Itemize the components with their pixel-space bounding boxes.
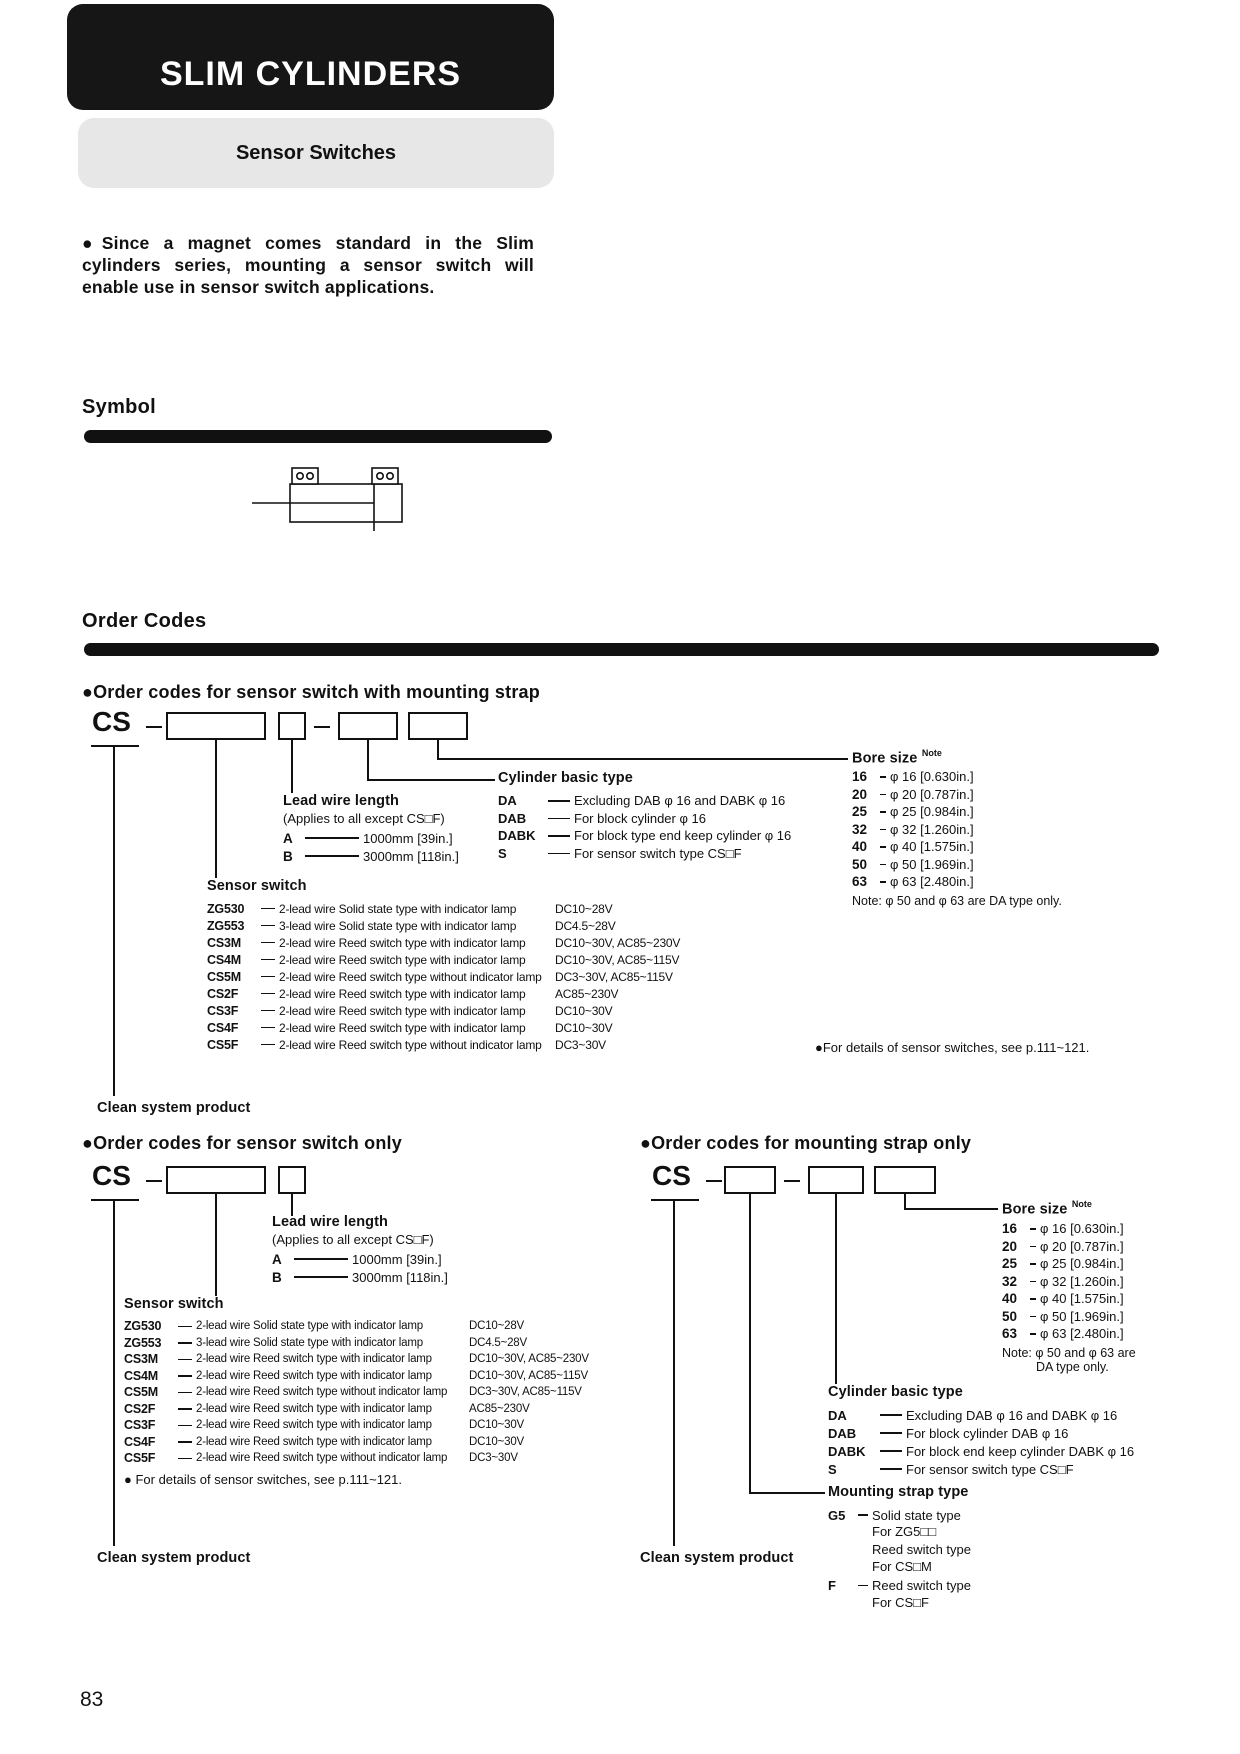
dash-line — [294, 1258, 348, 1260]
code: CS5F — [124, 1451, 156, 1466]
desc: 2-lead wire Reed switch type with indicator lamp — [279, 952, 526, 967]
desc: 3000mm [118in.] — [352, 1269, 448, 1285]
code: 25 — [852, 804, 868, 820]
code: G5 — [828, 1507, 846, 1523]
code: A — [272, 1251, 282, 1267]
dash-line — [178, 1408, 192, 1410]
bore-size-label: Bore size — [1002, 1201, 1068, 1218]
page-number: 83 — [80, 1688, 104, 1711]
connector-line — [113, 746, 115, 1096]
dash-line — [1030, 1228, 1036, 1230]
cylinder-type-row — [828, 1406, 1134, 1424]
dash-line — [880, 1450, 902, 1452]
code: 40 — [852, 839, 868, 855]
dash-line — [548, 853, 570, 855]
desc: For sensor switch type CS□F — [574, 845, 742, 861]
cylinder-type-row — [828, 1424, 1134, 1442]
code: 63 — [852, 874, 868, 890]
code: CS3F — [124, 1418, 156, 1433]
lead-wire-note: (Applies to all except CS□F) — [272, 1232, 434, 1247]
bore-size-row — [1002, 1308, 1136, 1326]
sensor-switch-heading: Sensor switch — [124, 1296, 224, 1312]
bore-size-row — [1002, 1238, 1136, 1256]
mounting-strap-row — [828, 1506, 971, 1524]
connector-line — [437, 740, 439, 759]
cylinder-type-row — [828, 1460, 1134, 1478]
desc: φ 40 [1.575in.] — [890, 839, 974, 855]
voltage: DC10~30V — [555, 1020, 613, 1035]
dash-line — [261, 908, 275, 910]
mounting-strap-subline: For CS□F — [872, 1594, 929, 1610]
voltage: DC10~30V, AC85~230V — [555, 935, 681, 950]
details-note: ●For details of sensor switches, see p.111~121. — [815, 1040, 1090, 1055]
desc: φ 25 [0.984in.] — [890, 804, 974, 820]
connector-line — [291, 740, 293, 793]
lead-wire-block — [283, 793, 459, 865]
voltage: DC10~30V, AC85~230V — [469, 1353, 589, 1366]
lead-wire-heading: Lead wire length — [272, 1214, 389, 1230]
desc: φ 63 [2.480in.] — [890, 874, 974, 890]
desc: Reed switch type — [872, 1578, 971, 1593]
code: CS3F — [207, 1003, 239, 1018]
connector-line — [215, 1194, 217, 1296]
mounting-strap-subline: Reed switch type — [872, 1541, 971, 1557]
dash-line — [858, 1585, 868, 1587]
bore-size-heading — [1002, 1199, 1136, 1220]
order-code-box-sensor-switch — [166, 1166, 266, 1194]
sensor-switch-row — [124, 1335, 589, 1352]
sensor-switch-row — [207, 1002, 680, 1019]
code: DABK — [498, 828, 536, 844]
cylinder-symbol-diagram — [250, 460, 420, 534]
bore-size-row — [852, 838, 1062, 856]
order-code-box-cylinder-type — [808, 1166, 864, 1194]
sensor-switch-row — [207, 934, 680, 951]
mounting-strap-subline: For CS□M — [872, 1559, 932, 1574]
order-code-box-lead-wire — [278, 712, 306, 740]
code: DAB — [498, 810, 527, 826]
sensor-switch-row — [207, 1036, 680, 1053]
voltage: DC3~30V — [469, 1452, 518, 1465]
voltage: DC3~30V, AC85~115V — [469, 1386, 582, 1399]
sensor-switch-row — [207, 917, 680, 934]
dash-line — [858, 1514, 868, 1516]
dash-line — [178, 1326, 192, 1328]
dash-line — [880, 794, 886, 796]
dash-line — [261, 925, 275, 927]
clean-system-label: Clean system product — [640, 1550, 794, 1566]
voltage: DC3~30V — [555, 1037, 606, 1052]
connector-line — [749, 1194, 751, 1493]
sensor-switch-row — [124, 1368, 589, 1385]
code: F — [828, 1578, 836, 1593]
desc: Excluding DAB φ 16 and DABK φ 16 — [574, 793, 786, 809]
sensor-switch-row — [207, 1019, 680, 1036]
order-code-prefix: CS — [92, 1160, 131, 1191]
connector-line — [651, 1199, 699, 1201]
bore-size-note: Note: φ 50 and φ 63 are — [1002, 1345, 1136, 1360]
dash-line — [1030, 1246, 1036, 1248]
desc: For block type end keep cylinder φ 16 — [574, 828, 792, 844]
connector-line — [113, 1200, 115, 1546]
voltage: DC10~28V — [555, 901, 613, 916]
sensor-switch-row — [124, 1417, 589, 1434]
voltage: DC3~30V, AC85~115V — [555, 969, 673, 984]
connector-line — [749, 1492, 825, 1494]
bore-size-row — [1002, 1220, 1136, 1238]
sensor-switch-row — [124, 1401, 589, 1418]
code: DA — [498, 793, 517, 809]
code: ZG553 — [207, 918, 245, 933]
dash-separator — [146, 1180, 162, 1182]
section-divider-bar — [84, 643, 1159, 656]
dash-line — [1030, 1298, 1036, 1300]
bore-size-row — [852, 873, 1062, 891]
voltage: DC4.5~28V — [469, 1336, 527, 1349]
code: 32 — [1002, 1273, 1018, 1289]
desc: 3000mm [118in.] — [363, 848, 459, 864]
section2-heading: ●Order codes for sensor switch only — [82, 1133, 402, 1153]
code: DABK — [828, 1443, 866, 1459]
bore-size-row — [1002, 1290, 1136, 1308]
sensor-switch-block — [207, 878, 680, 1053]
sensor-switch-row — [207, 900, 680, 917]
bore-size-row — [852, 821, 1062, 839]
clean-system-label: Clean system product — [97, 1550, 251, 1566]
desc: φ 32 [1.260in.] — [1040, 1273, 1124, 1289]
connector-line — [215, 740, 217, 878]
connector-line — [367, 740, 369, 780]
cylinder-type-row — [498, 792, 791, 810]
desc: Solid state type — [872, 1507, 961, 1523]
code: A — [283, 830, 293, 846]
dash-line — [548, 835, 570, 837]
code: ZG553 — [124, 1335, 162, 1350]
voltage: AC85~230V — [555, 986, 619, 1001]
desc: For block cylinder φ 16 — [574, 810, 706, 826]
dash-separator — [706, 1180, 722, 1182]
desc: 2-lead wire Reed switch type without indicator lamp — [196, 1452, 448, 1465]
dash-line — [880, 1432, 902, 1434]
bore-size-block — [1002, 1199, 1136, 1374]
desc: 3-lead wire Solid state type with indicator lamp — [279, 918, 517, 933]
voltage: DC10~28V — [469, 1320, 524, 1333]
bore-size-row — [852, 803, 1062, 821]
desc: 2-lead wire Reed switch type with indicator lamp — [196, 1419, 432, 1432]
desc: For block end keep cylinder DABK φ 16 — [906, 1443, 1135, 1459]
mounting-strap-row — [828, 1577, 971, 1595]
sensor-switch-row — [124, 1450, 589, 1467]
code: CS5F — [207, 1037, 239, 1052]
bore-size-row — [1002, 1255, 1136, 1273]
desc: φ 50 [1.969in.] — [1040, 1308, 1124, 1324]
connector-line — [291, 1194, 293, 1216]
bore-size-label: Bore size — [852, 750, 918, 767]
dash-line — [178, 1375, 192, 1377]
code: 20 — [852, 786, 868, 802]
desc: φ 16 [0.630in.] — [1040, 1221, 1124, 1237]
dash-line — [178, 1392, 192, 1394]
bore-size-row — [852, 786, 1062, 804]
sensor-switch-row — [207, 951, 680, 968]
code: B — [272, 1269, 282, 1285]
dash-line — [880, 1414, 902, 1416]
code: ZG530 — [207, 901, 245, 916]
code: 16 — [1002, 1221, 1018, 1237]
order-codes-heading: Order Codes — [82, 610, 207, 632]
bore-size-row — [852, 768, 1062, 786]
bore-size-block — [852, 748, 1062, 908]
dash-line — [305, 837, 359, 839]
dash-line — [1030, 1316, 1036, 1318]
page-subtitle: Sensor Switches — [235, 141, 397, 164]
dash-line — [178, 1342, 192, 1344]
code: S — [498, 845, 507, 861]
dash-line — [880, 1468, 902, 1470]
order-code-box-bore-size — [408, 712, 468, 740]
dash-line — [261, 1027, 275, 1029]
order-code-box-strap-type — [724, 1166, 776, 1194]
mounting-strap-heading: Mounting strap type — [828, 1484, 969, 1500]
dash-line — [880, 811, 886, 813]
dash-separator — [314, 726, 330, 728]
sensor-switch-row — [124, 1434, 589, 1451]
dash-line — [880, 864, 886, 866]
connector-line — [91, 1199, 139, 1201]
desc: 2-lead wire Reed switch type with indicator lamp — [196, 1435, 432, 1448]
dash-line — [261, 959, 275, 961]
code: DA — [828, 1407, 847, 1423]
section3-heading: ●Order codes for mounting strap only — [640, 1133, 972, 1153]
dash-line — [261, 993, 275, 995]
desc: φ 50 [1.969in.] — [890, 856, 974, 872]
cylinder-type-block — [828, 1384, 1134, 1478]
desc: 2-lead wire Solid state type with indicator lamp — [279, 901, 517, 916]
voltage: DC10~30V — [469, 1435, 524, 1448]
code: CS2F — [207, 986, 239, 1001]
page-header-banner — [67, 4, 554, 110]
connector-line — [904, 1208, 998, 1210]
bore-size-row — [852, 856, 1062, 874]
desc: φ 20 [0.787in.] — [890, 786, 974, 802]
desc: φ 63 [2.480in.] — [1040, 1326, 1124, 1342]
order-code-box-cylinder-type — [338, 712, 398, 740]
desc: φ 32 [1.260in.] — [890, 821, 974, 837]
code: 50 — [852, 856, 868, 872]
code: CS3M — [124, 1352, 158, 1367]
desc: For block cylinder DAB φ 16 — [906, 1425, 1069, 1441]
sensor-switch-row — [207, 985, 680, 1002]
desc: φ 16 [0.630in.] — [890, 769, 974, 785]
code: 16 — [852, 769, 868, 785]
code: B — [283, 848, 293, 864]
cylinder-type-row — [828, 1442, 1134, 1460]
sensor-switch-block — [124, 1296, 589, 1487]
dash-line — [880, 776, 886, 778]
bore-size-note: Note: φ 50 and φ 63 are DA type only. — [852, 893, 1062, 908]
code: 20 — [1002, 1238, 1018, 1254]
dash-separator — [146, 726, 162, 728]
desc: 1000mm [39in.] — [363, 830, 453, 846]
lead-wire-row — [272, 1250, 448, 1268]
desc: 2-lead wire Reed switch type with indicator lamp — [196, 1402, 432, 1415]
cylinder-type-row — [498, 845, 791, 863]
bore-size-row — [1002, 1273, 1136, 1291]
desc: 2-lead wire Reed switch type without indicator lamp — [279, 1037, 542, 1052]
order-code-box-sensor-switch — [166, 712, 266, 740]
bore-size-note: DA type only. — [1036, 1359, 1109, 1374]
lead-wire-note: (Applies to all except CS□F) — [283, 811, 445, 826]
code: CS4F — [124, 1434, 156, 1449]
connector-line — [91, 745, 139, 747]
dash-line — [178, 1359, 192, 1361]
desc: 2-lead wire Reed switch type with indicator lamp — [196, 1353, 432, 1366]
dash-line — [178, 1441, 192, 1443]
dash-line — [261, 1010, 275, 1012]
lead-wire-heading: Lead wire length — [283, 793, 400, 809]
section-divider-bar — [84, 430, 552, 443]
code: CS5M — [207, 969, 241, 984]
intro-text: ●Since a magnet comes standard in the Slim cylinders series, mounting a sensor switch will enable use in sensor switch applications. — [82, 233, 534, 297]
sensor-switch-row — [124, 1351, 589, 1368]
sensor-switch-heading: Sensor switch — [207, 878, 307, 894]
page-title: SLIM CYLINDERS — [159, 55, 462, 93]
mounting-strap-block — [828, 1484, 971, 1612]
connector-line — [673, 1200, 675, 1546]
dash-line — [305, 855, 359, 857]
section1-heading: ●Order codes for sensor switch with mounting strap — [82, 682, 540, 702]
dash-line — [294, 1276, 348, 1278]
code: CS2F — [124, 1401, 156, 1416]
connector-line — [437, 758, 848, 760]
dash-line — [548, 818, 570, 820]
voltage: DC10~30V — [555, 1003, 613, 1018]
cylinder-type-row — [498, 827, 791, 845]
dash-line — [1030, 1333, 1036, 1335]
clean-system-label: Clean system product — [97, 1100, 251, 1116]
dash-line — [178, 1425, 192, 1427]
desc: 2-lead wire Reed switch type with indicator lamp — [279, 986, 526, 1001]
note-superscript: Note — [1071, 1199, 1092, 1209]
voltage: DC10~30V, AC85~115V — [469, 1369, 588, 1382]
code: 32 — [852, 821, 868, 837]
code: 40 — [1002, 1291, 1018, 1307]
dash-line — [880, 846, 886, 848]
connector-line — [904, 1194, 906, 1209]
voltage: DC10~30V, AC85~115V — [555, 952, 680, 967]
lead-wire-row — [283, 829, 459, 847]
desc: 2-lead wire Reed switch type without indicator lamp — [196, 1386, 448, 1399]
cylinder-type-heading: Cylinder basic type — [498, 770, 633, 786]
code: CS4M — [124, 1368, 158, 1383]
dash-line — [178, 1458, 192, 1460]
cylinder-type-row — [498, 810, 791, 828]
dash-line — [1030, 1281, 1036, 1283]
desc: 2-lead wire Reed switch type with indicator lamp — [279, 1003, 526, 1018]
code: DAB — [828, 1425, 857, 1441]
desc: Excluding DAB φ 16 and DABK φ 16 — [906, 1407, 1118, 1423]
lead-wire-row — [283, 847, 459, 865]
desc: 2-lead wire Reed switch type with indicator lamp — [196, 1369, 432, 1382]
cylinder-type-heading: Cylinder basic type — [828, 1384, 963, 1400]
lead-wire-row — [272, 1268, 448, 1286]
desc: 2-lead wire Solid state type with indicator lamp — [196, 1320, 423, 1333]
dash-line — [261, 942, 275, 944]
dash-line — [261, 976, 275, 978]
bore-size-heading — [852, 748, 1062, 768]
order-code-box-bore-size — [874, 1166, 936, 1194]
dash-line — [880, 881, 886, 883]
order-code-prefix: CS — [92, 706, 131, 737]
desc: φ 20 [0.787in.] — [1040, 1238, 1124, 1254]
connector-line — [367, 779, 495, 781]
sensor-switch-row — [207, 968, 680, 985]
code: CS5M — [124, 1385, 158, 1400]
dash-line — [1030, 1263, 1036, 1265]
dash-separator — [784, 1180, 800, 1182]
page-subtitle-banner — [78, 118, 554, 188]
desc: φ 25 [0.984in.] — [1040, 1256, 1124, 1272]
symbol-heading: Symbol — [82, 396, 157, 418]
desc: 1000mm [39in.] — [352, 1251, 442, 1267]
note-superscript: Note — [921, 748, 942, 758]
desc: 2-lead wire Reed switch type without indicator lamp — [279, 969, 542, 984]
details-note: ● For details of sensor switches, see p.111~121. — [124, 1471, 402, 1487]
mounting-strap-subline: For ZG5□□ — [872, 1524, 937, 1539]
desc: φ 40 [1.575in.] — [1040, 1291, 1124, 1307]
sensor-switch-row — [124, 1318, 589, 1335]
voltage: DC10~30V — [469, 1419, 524, 1432]
code: 50 — [1002, 1308, 1018, 1324]
voltage: DC4.5~28V — [555, 918, 616, 933]
desc: 2-lead wire Reed switch type with indicator lamp — [279, 1020, 526, 1035]
lead-wire-block — [272, 1214, 448, 1286]
code: CS3M — [207, 935, 241, 950]
code: S — [828, 1461, 837, 1477]
bore-size-row — [1002, 1325, 1136, 1343]
code: CS4M — [207, 952, 241, 967]
voltage: AC85~230V — [469, 1402, 530, 1415]
desc: 3-lead wire Solid state type with indicator lamp — [196, 1336, 423, 1349]
order-code-prefix: CS — [652, 1160, 691, 1191]
dash-line — [880, 829, 886, 831]
desc: 2-lead wire Reed switch type with indicator lamp — [279, 935, 526, 950]
sensor-switch-row — [124, 1384, 589, 1401]
desc: For sensor switch type CS□F — [906, 1461, 1074, 1477]
code: CS4F — [207, 1020, 239, 1035]
code: ZG530 — [124, 1319, 162, 1334]
cylinder-type-block — [498, 770, 791, 862]
code: 63 — [1002, 1326, 1018, 1342]
dash-line — [548, 800, 570, 802]
order-code-box-lead-wire — [278, 1166, 306, 1194]
dash-line — [261, 1044, 275, 1046]
connector-line — [835, 1194, 837, 1384]
code: 25 — [1002, 1256, 1018, 1272]
